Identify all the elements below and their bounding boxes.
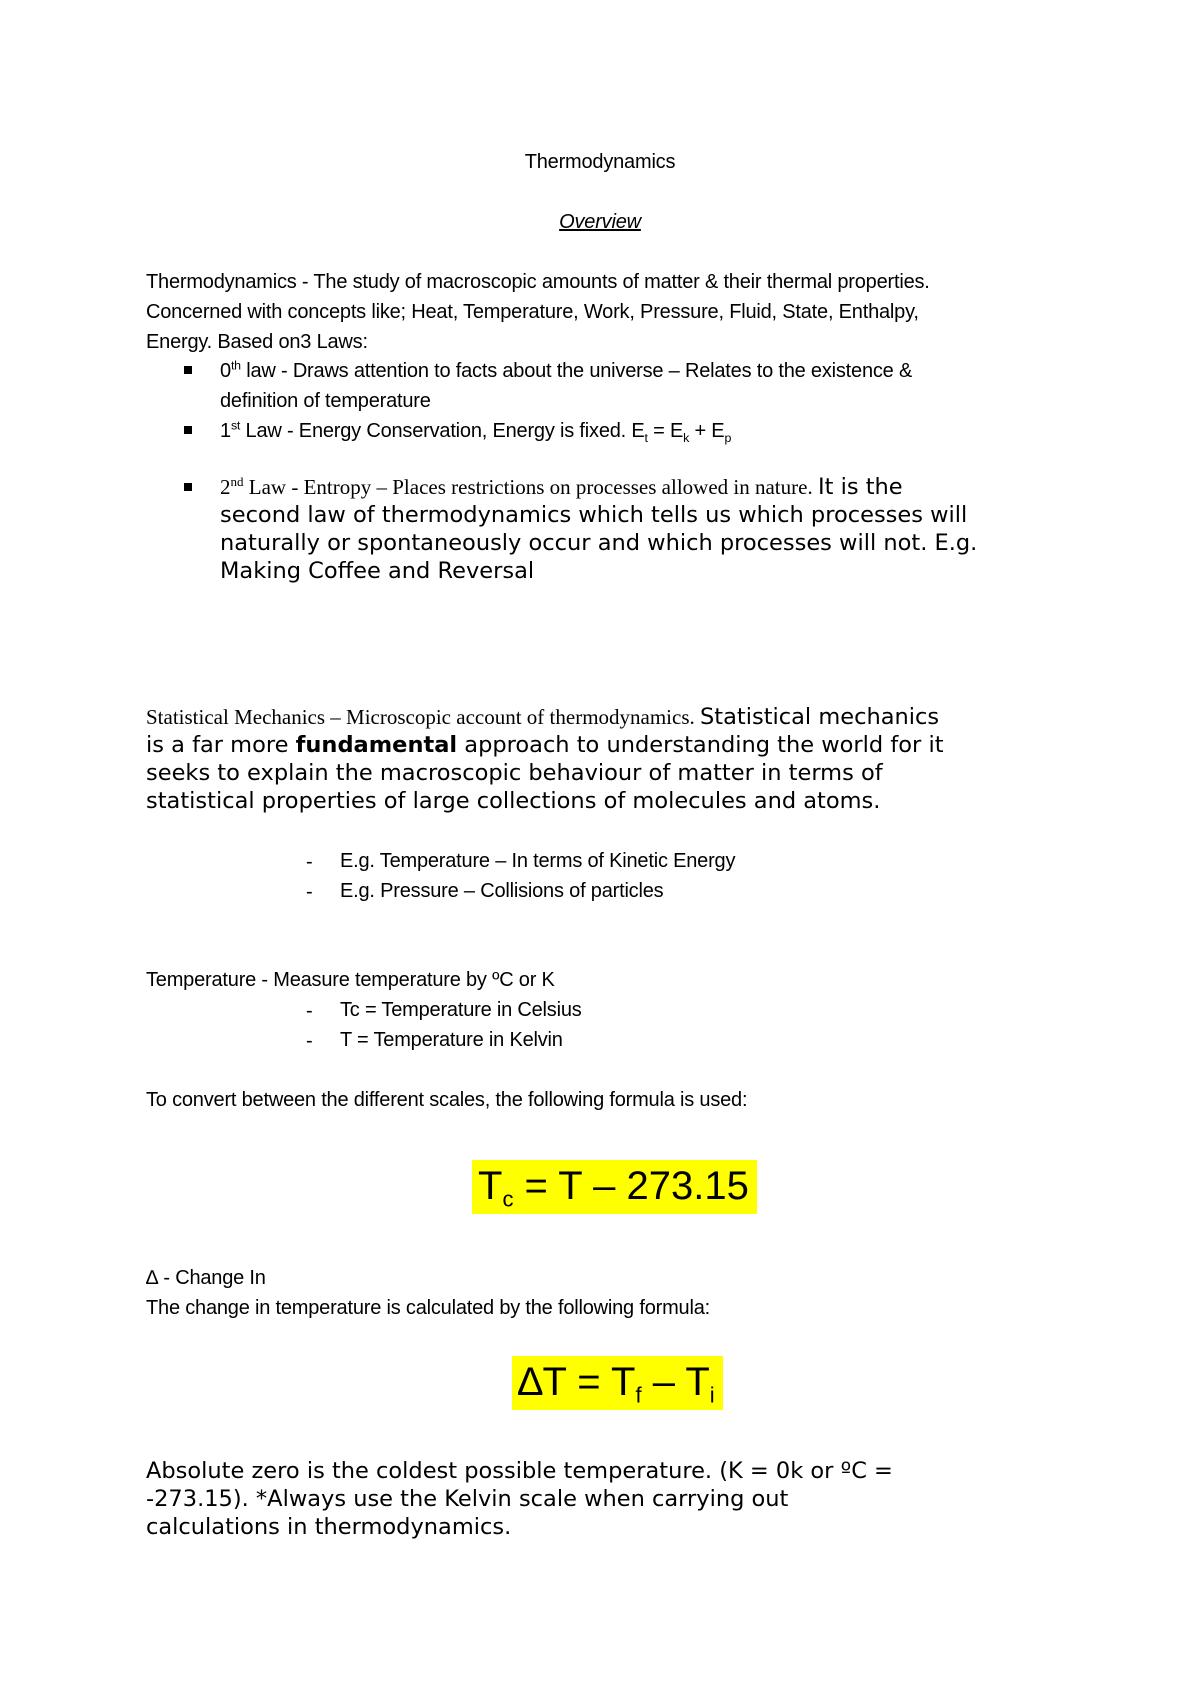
zeroth-law-num: 0 xyxy=(220,360,231,382)
first-law-num: 1 xyxy=(220,420,231,442)
zeroth-law-text: law - Draws attention to facts about the universe – Relates to the existence & xyxy=(240,360,913,382)
first-law-eq-2: + E xyxy=(689,420,725,442)
statmech-lead: Statistical Mechanics – Microscopic account of thermodynamics. xyxy=(146,705,701,729)
square-bullet-icon xyxy=(184,483,192,491)
second-law-text: Law - Entropy – Places restrictions on processes allowed in nature. xyxy=(243,475,818,499)
statmech-line-1 xyxy=(146,706,939,729)
second-law-line-3: naturally or spontaneously occur and which processes will not. E.g. xyxy=(220,530,978,556)
first-law-sup: st xyxy=(230,418,241,433)
formula-2-sub-f: f xyxy=(635,1382,642,1408)
statmech-line-3: seeks to explain the macroscopic behaviour of matter in terms of xyxy=(146,760,883,786)
zeroth-law-line-1 xyxy=(220,358,913,382)
dash-bullet-icon: - xyxy=(306,881,313,903)
square-bullet-icon xyxy=(184,366,192,374)
intro-line-3: Energy. Based on3 Laws: xyxy=(146,331,368,353)
statmech-fundamental: fundamental xyxy=(295,732,458,758)
second-law-line-2: second law of thermodynamics which tells us which processes will xyxy=(220,502,968,528)
celsius-formula xyxy=(472,1160,757,1214)
statmech-example-2: E.g. Pressure – Collisions of particles xyxy=(340,880,664,902)
formula-1-b: = T – 273.15 xyxy=(513,1164,749,1208)
statmech-example-1: E.g. Temperature – In terms of Kinetic Energy xyxy=(340,850,736,872)
intro-line-2: Concerned with concepts like; Heat, Temperature, Work, Pressure, Fluid, State, Enthalpy, xyxy=(146,301,919,323)
dash-bullet-icon: - xyxy=(306,851,313,873)
temperature-item-1: Tc = Temperature in Celsius xyxy=(340,999,582,1021)
zeroth-law-sup: th xyxy=(230,358,241,373)
second-law-num: 2 xyxy=(220,475,231,499)
intro-line-1: Thermodynamics - The study of macroscopic amounts of matter & their thermal properties. xyxy=(146,271,930,293)
statmech-line-2c: approach to understanding the world for it xyxy=(457,732,944,758)
first-law-sub-p: p xyxy=(724,431,732,445)
temperature-item-2: T = Temperature in Kelvin xyxy=(340,1029,563,1051)
statmech-line-2 xyxy=(146,734,944,757)
absolute-line-3: calculations in thermodynamics. xyxy=(146,1514,512,1540)
dash-bullet-icon: - xyxy=(306,1030,313,1052)
formula-2-sub-i: i xyxy=(709,1382,715,1408)
statmech-tail: Statistical mechanics xyxy=(700,704,940,730)
delta-formula xyxy=(512,1356,723,1410)
second-law-tail: It is the xyxy=(817,474,903,500)
change-heading: ∆ - Change In xyxy=(146,1267,266,1289)
first-law-text: Law - Energy Conservation, Energy is fixed. E xyxy=(240,420,645,442)
temperature-heading: Temperature - Measure temperature by ºC or K xyxy=(146,969,555,991)
absolute-line-1: Absolute zero is the coldest possible temperature. (K = 0k or ºC = xyxy=(146,1458,893,1484)
second-law-line-1 xyxy=(220,476,903,499)
square-bullet-icon xyxy=(184,426,192,434)
formula-1-sub: c xyxy=(502,1186,514,1212)
formula-1-a: T xyxy=(478,1164,503,1208)
page-title: Thermodynamics xyxy=(524,151,676,173)
dash-bullet-icon: - xyxy=(306,1000,313,1022)
second-law-line-4: Making Coffee and Reversal xyxy=(220,558,535,584)
first-law-sub-t: t xyxy=(644,431,648,445)
statmech-line-4: statistical properties of large collections of molecules and atoms. xyxy=(146,788,881,814)
statmech-line-2a: is a far more xyxy=(146,732,296,758)
convert-text: To convert between the different scales, the following formula is used: xyxy=(146,1089,748,1111)
zeroth-law-line-2: definition of temperature xyxy=(220,390,431,412)
page-subtitle: Overview xyxy=(559,211,641,233)
second-law-sup: nd xyxy=(230,474,244,489)
first-law-line xyxy=(220,418,732,445)
formula-2-b: – T xyxy=(641,1360,710,1404)
absolute-line-2: -273.15). *Always use the Kelvin scale when carrying out xyxy=(146,1486,789,1512)
change-text: The change in temperature is calculated by the following formula: xyxy=(146,1297,710,1319)
first-law-sub-k: k xyxy=(683,431,690,445)
first-law-eq-1: = E xyxy=(647,420,684,442)
formula-2-a: ∆T = T xyxy=(518,1360,636,1404)
